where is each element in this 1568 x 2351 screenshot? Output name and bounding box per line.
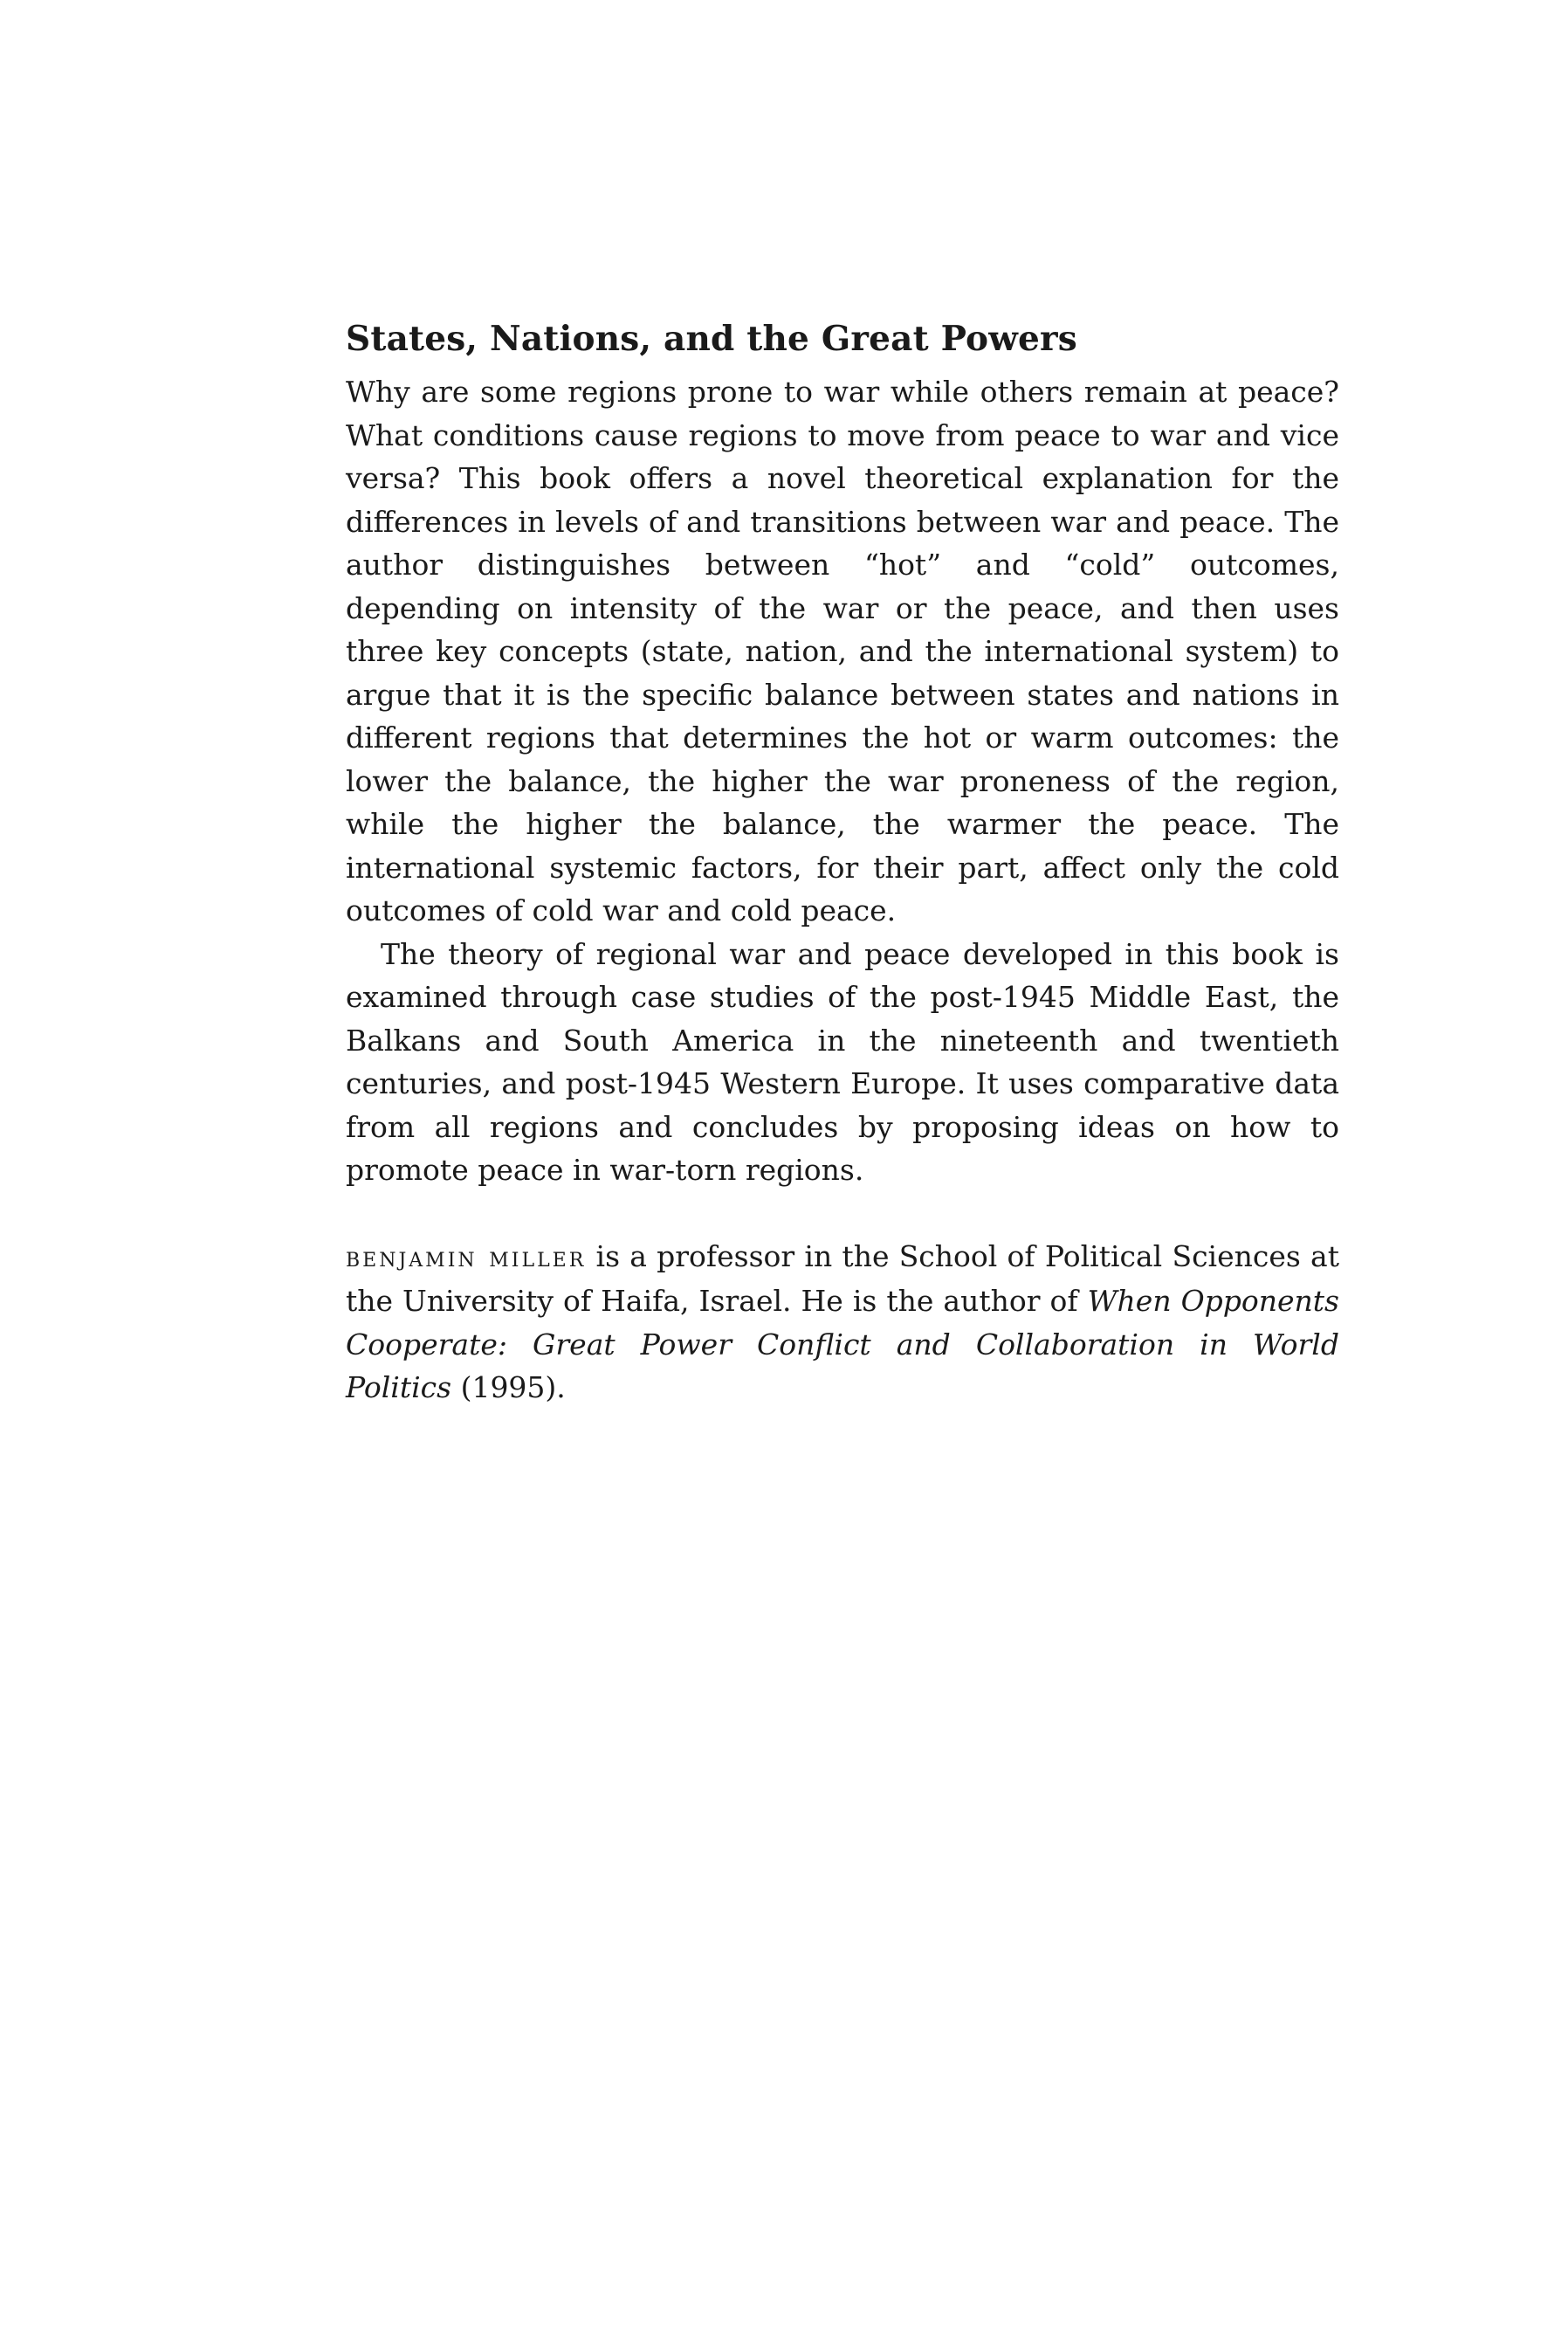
description-paragraph-1: Why are some regions prone to war while others remain at peace? What conditions cause regions to move from peace to war and vice versa? This book offers a novel theoretical explanation for the differences in levels of and transitions between war and peace. The author distinguishes between “hot” and “cold” outcomes, depending on intensity of the war or the peace, and then uses three key concepts (state, nation, and the international system) to argue that it is the specific balance between states and nations in different regions that determines the hot or warm outcomes: the lower the balance, the higher the war proneness of the region, while the higher the balance, the warmer the peace. The international systemic factors, for their part, affect only the cold outcomes of cold war and cold peace. <box>346 375 1339 927</box>
blurb-text-block <box>346 313 1339 1410</box>
book-title: States, Nations, and the Great Powers <box>346 319 1077 359</box>
author-name: benjamin miller <box>346 1241 587 1273</box>
previous-work-title: When Opponents Cooperate: Great Power Conflict and Collaboration in World Politics <box>346 1284 1339 1404</box>
author-bio-year: (1995). <box>451 1370 566 1404</box>
author-bio-text: is a professor in the School of Political Sciences at the University of Haifa, Israel. He is the author of <box>346 1238 1339 1318</box>
description-paragraph-2: The theory of regional war and peace developed in this book is examined through case studies of the post-1945 Middle East, the Balkans and South America in the nineteenth and twentieth centuries, and post-1945 Western Europe. It uses comparative data from all regions and concludes by proposing ideas on how to promote peace in war-torn regions. <box>346 936 1339 1187</box>
author-bio <box>346 1235 1339 1410</box>
